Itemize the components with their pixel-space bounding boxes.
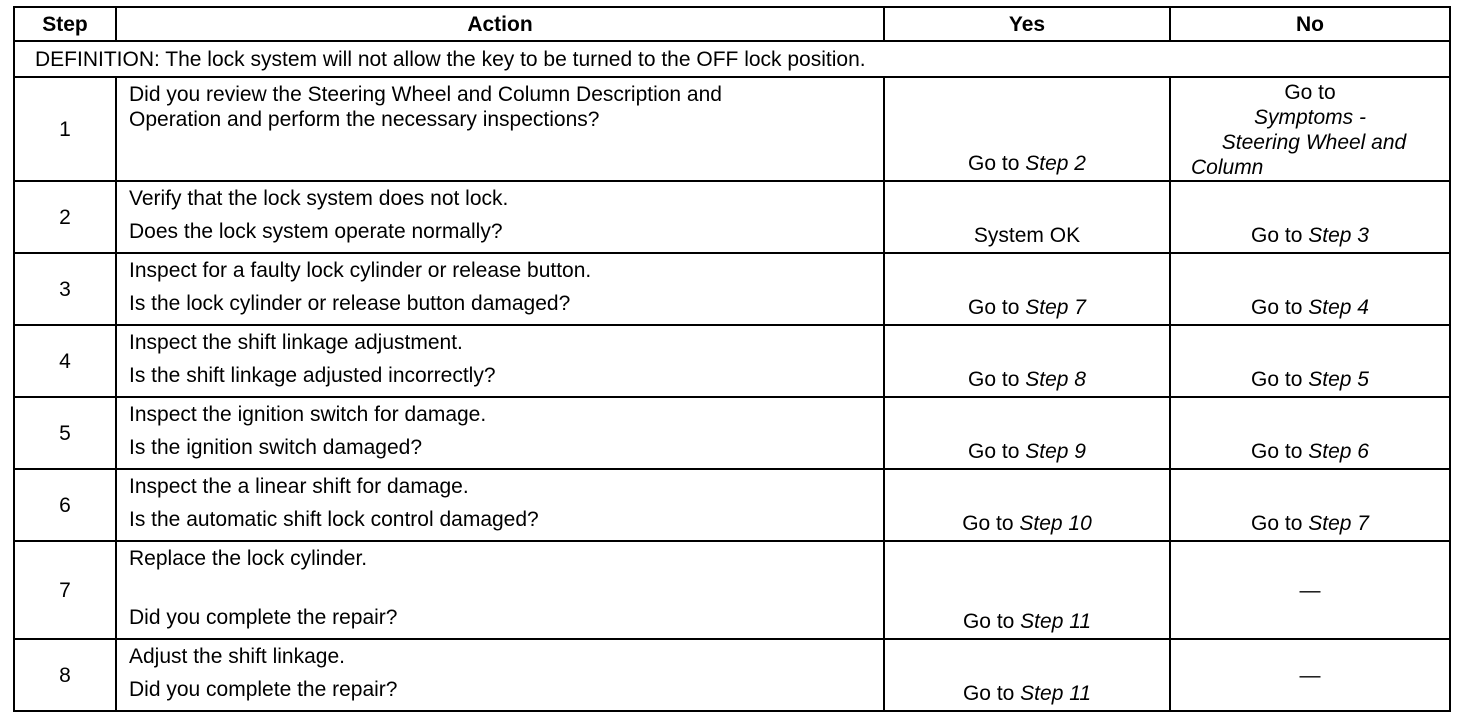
step-number: 5 xyxy=(14,397,116,469)
action-cell xyxy=(116,325,884,397)
no-line xyxy=(1171,80,1449,130)
no-cell xyxy=(1170,253,1450,325)
no-cell-empty-dash: — xyxy=(1170,541,1450,639)
yes-cell xyxy=(884,325,1170,397)
header-yes: Yes xyxy=(884,7,1170,41)
no-symptoms-link-line3[interactable]: Column xyxy=(1191,156,1264,179)
action-line: Is the shift linkage adjusted incorrectly? xyxy=(129,364,496,387)
action-line: Inspect the ignition switch for damage. xyxy=(129,403,487,426)
action-cell xyxy=(116,469,884,541)
yes-step-link[interactable]: Step 10 xyxy=(1019,512,1092,535)
no-cell xyxy=(1170,397,1450,469)
action-line: Is the ignition switch damaged? xyxy=(129,436,423,459)
action-line: Did you complete the repair? xyxy=(129,678,398,701)
header-action: Action xyxy=(116,7,884,41)
yes-step-link[interactable]: Step 11 xyxy=(1020,682,1092,705)
no-cell xyxy=(1170,181,1450,253)
header-no: No xyxy=(1170,7,1450,41)
table-row xyxy=(14,181,1450,253)
table-row xyxy=(14,541,1450,639)
action-line: Does the lock system operate normally? xyxy=(129,220,503,243)
action-cell xyxy=(116,253,884,325)
action-line: Is the lock cylinder or release button damaged? xyxy=(129,292,571,315)
no-symptoms-link[interactable]: Symptoms - xyxy=(1253,106,1366,129)
yes-prefix: Go to xyxy=(962,682,1021,705)
action-line: Operation and perform the necessary inspections? xyxy=(129,108,600,131)
action-line: Inspect the shift linkage adjustment. xyxy=(129,331,463,354)
table-row xyxy=(14,77,1450,181)
yes-prefix: Go to xyxy=(962,610,1021,633)
no-cell xyxy=(1170,77,1450,181)
table-row xyxy=(14,469,1450,541)
yes-cell xyxy=(884,541,1170,639)
definition-row xyxy=(14,41,1450,77)
yes-cell xyxy=(884,253,1170,325)
yes-step-link[interactable]: Step 9 xyxy=(1025,440,1086,463)
action-line: Is the automatic shift lock control damaged? xyxy=(129,508,539,531)
yes-step-link[interactable]: Step 7 xyxy=(1025,296,1086,319)
header-step: Step xyxy=(14,7,116,41)
no-step-link[interactable]: Step 3 xyxy=(1308,224,1369,247)
yes-cell xyxy=(884,397,1170,469)
yes-cell: System OK xyxy=(884,181,1170,253)
definition-text: DEFINITION: The lock system will not allow the key to be turned to the OFF lock position. xyxy=(14,41,1450,77)
table-row xyxy=(14,397,1450,469)
action-cell xyxy=(116,77,884,181)
yes-step-link[interactable]: Step 2 xyxy=(1025,152,1086,175)
table-row xyxy=(14,253,1450,325)
step-number: 3 xyxy=(14,253,116,325)
no-step-link[interactable]: Step 7 xyxy=(1308,512,1369,535)
action-line: Did you complete the repair? xyxy=(129,606,398,629)
yes-prefix: Go to xyxy=(968,440,1026,463)
no-prefix: Go to xyxy=(1251,512,1309,535)
no-prefix: Go to xyxy=(1251,296,1309,319)
action-line: Did you review the Steering Wheel and Column Description and xyxy=(129,83,722,106)
yes-prefix: Go to xyxy=(968,152,1026,175)
no-cell xyxy=(1170,469,1450,541)
yes-prefix: Go to xyxy=(968,368,1026,391)
no-step-link[interactable]: Step 4 xyxy=(1308,296,1369,319)
action-cell xyxy=(116,397,884,469)
action-cell xyxy=(116,181,884,253)
action-cell xyxy=(116,639,884,711)
yes-step-link[interactable]: Step 11 xyxy=(1020,610,1092,633)
action-line: Inspect for a faulty lock cylinder or release button. xyxy=(129,259,592,282)
step-number: 1 xyxy=(14,77,116,181)
yes-prefix: Go to xyxy=(968,296,1026,319)
table-row xyxy=(14,325,1450,397)
no-step-link[interactable]: Step 5 xyxy=(1308,368,1369,391)
no-step-link[interactable]: Step 6 xyxy=(1308,440,1369,463)
yes-cell xyxy=(884,639,1170,711)
no-cell-empty-dash: — xyxy=(1170,639,1450,711)
no-prefix: Go to xyxy=(1251,440,1309,463)
yes-prefix: Go to xyxy=(962,512,1020,535)
yes-step-link[interactable]: Step 8 xyxy=(1025,368,1086,391)
yes-cell xyxy=(884,77,1170,181)
step-number: 7 xyxy=(14,541,116,639)
action-line: Replace the lock cylinder. xyxy=(129,547,368,570)
action-line: Adjust the shift linkage. xyxy=(129,645,345,668)
step-number: 4 xyxy=(14,325,116,397)
step-number: 6 xyxy=(14,469,116,541)
action-line: Verify that the lock system does not lock. xyxy=(129,187,509,210)
step-number: 2 xyxy=(14,181,116,253)
no-prefix: Go to xyxy=(1284,81,1336,104)
no-prefix: Go to xyxy=(1251,368,1309,391)
yes-cell xyxy=(884,469,1170,541)
no-prefix: Go to xyxy=(1251,224,1309,247)
diagnostic-table xyxy=(13,6,1451,712)
no-symptoms-link-line2[interactable]: Steering Wheel and xyxy=(1221,131,1407,154)
header-row xyxy=(14,7,1450,41)
table-row xyxy=(14,639,1450,711)
no-cell xyxy=(1170,325,1450,397)
action-cell xyxy=(116,541,884,639)
action-line: Inspect the a linear shift for damage. xyxy=(129,475,469,498)
step-number: 8 xyxy=(14,639,116,711)
